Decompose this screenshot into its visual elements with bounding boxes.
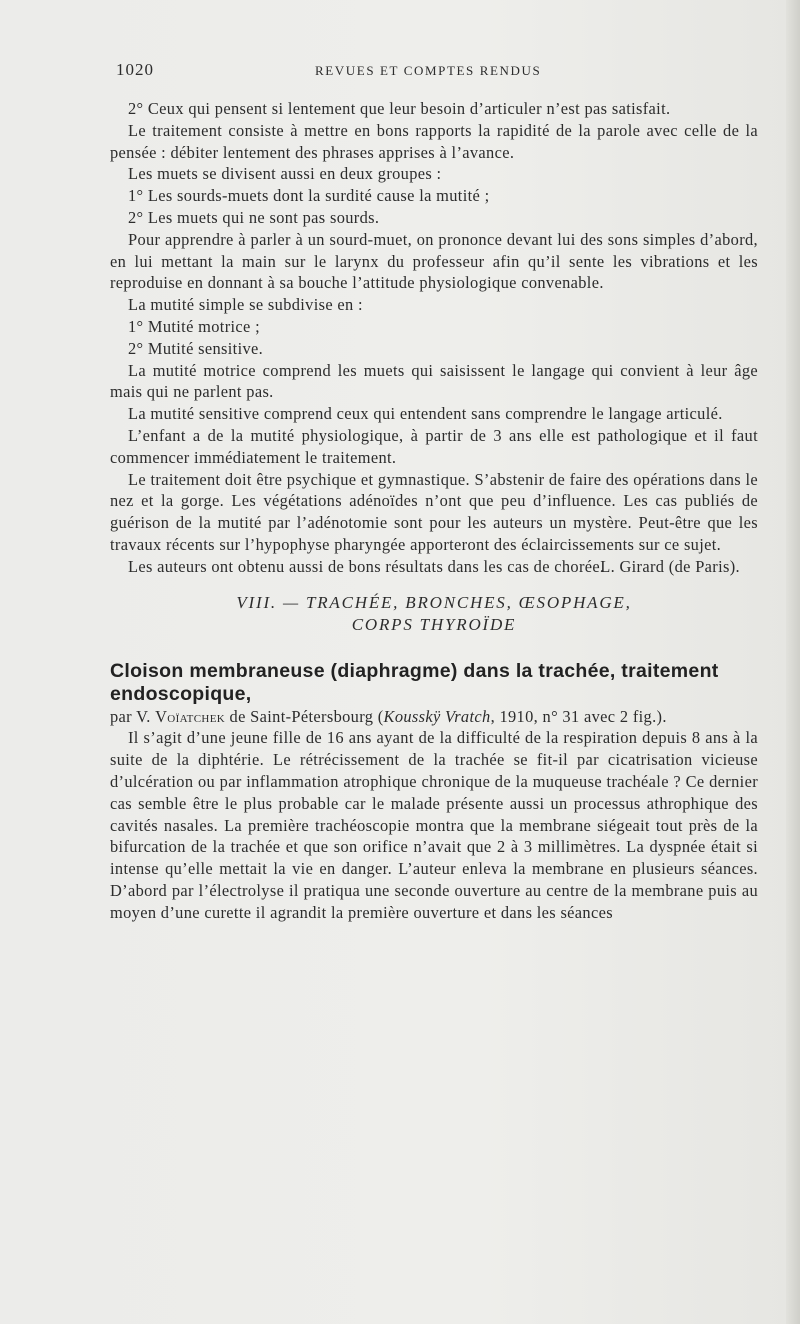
paragraph-mutite-motrice: La mutité motrice comprend les muets qui saisissent le langage qui convient à leur âge mais qui ne parlent pas.	[110, 360, 758, 402]
byline-prefix: par V.	[110, 706, 156, 726]
article-title: Cloison membraneuse (diaphragme) dans la trachée, traitement endoscopique,	[110, 659, 719, 705]
page-header	[110, 58, 750, 84]
article-body: Il s’agit d’une jeune fille de 16 ans ayant de la difficulté de la respiration depuis 8 ans à la suite de la diphtérie. Le rétrécissement de la trachée se fit-il par cicatrisation vicieuse d’ulcération ou par inflammation atrophique chronique de la muqueuse trachéale ? Ce dernier cas semble être le plus probable car le malade présente aussi un processus athrophique des cavités nasales. La première trachéoscopie montra que la membrane siégeait tout près de la bifurcation de la trachée et que son orifice n’avait que 2 à 3 millimètres. La dyspnée était si intense qu’elle mettait la vie en danger. L’auteur enleva la membrane en plusieurs séances. D’abord par l’électrolyse il pratiqua une seconde ouverture au centre de la membrane puis au moyen d’une curette il agrandit la première ouverture et dans les séances	[110, 728, 758, 922]
paragraph-choree: Les auteurs ont obtenu aussi de bons résultats dans les cas de chorée.	[128, 556, 605, 576]
journal-name: Kousskÿ Vratch	[383, 706, 491, 726]
page-number: 1020	[116, 60, 154, 79]
section-heading	[110, 592, 758, 636]
list-item-mutite-motrice: 1° Mutité motrice ;	[128, 316, 261, 336]
byline-location: de Saint-Pétersbourg (	[225, 706, 384, 726]
paragraph-mutite-physiologique: L’enfant a de la mutité physiologique, à partir de 3 ans elle est pathologique et il faut commencer immédiatement le traitement.	[110, 425, 758, 467]
list-item-sourds-muets: 1° Les sourds-muets dont la surdité cause la mutité ;	[128, 186, 490, 206]
paragraph-traitement-parole: Le traitement consiste à mettre en bons rapports la rapidité de la parole avec celle de la pensée : débiter lentement des phrases apprises à l’avance.	[110, 120, 758, 162]
paragraph-mutite-simple: La mutité simple se subdivise en :	[128, 295, 363, 315]
article-author: Voïatchek	[155, 706, 226, 726]
page-text	[110, 98, 758, 924]
paragraph-ceux-qui-pensent: 2° Ceux qui pensent si lentement que leur besoin d’articuler n’est pas satisfait.	[128, 99, 671, 118]
section-heading-line-1: VIII. — TRACHÉE, BRONCHES, ŒSOPHAGE,	[236, 592, 632, 612]
paragraph-muets-groupes: Les muets se divisent aussi en deux groupes :	[128, 164, 442, 184]
section-heading-line-2: CORPS THYROÏDE	[351, 614, 517, 634]
page-edge-shadow	[786, 0, 800, 1324]
paragraph-apprendre-parler: Pour apprendre à parler à un sourd-muet, on prononce devant lui des sons simples d’abord, en lui mettant la main sur le larynx du professeur afin qu’il sente les vibrations et les reproduise en donnant à sa bouche l’attitude physiologique convenable.	[110, 229, 758, 293]
paragraph-traitement-psychique: Le traitement doit être psychique et gymnastique. S’abstenir de faire des opérations dans le nez et la gorge. Les végétations adénoïdes n’ont que peu d’influence. Les cas publiés de guérison de la mutité par l’adénotomie sont pour les auteurs un mystère. Peut-être que les travaux récents sur l’hypophyse pharyngée apporteront des éclaircissements sur ce sujet.	[110, 469, 758, 554]
author-signature: L. Girard (de Paris).	[600, 556, 740, 576]
list-item-muets-non-sourds: 2° Les muets qui ne sont pas sourds.	[128, 207, 380, 227]
article-byline	[110, 706, 758, 728]
byline-citation: , 1910, n° 31 avec 2 fig.).	[490, 706, 667, 726]
paragraph-mutite-sensitive: La mutité sensitive comprend ceux qui entendent sans comprendre le langage articulé.	[128, 404, 723, 424]
list-item-mutite-sensitive: 2° Mutité sensitive.	[128, 338, 264, 358]
running-head: REVUES ET COMPTES RENDUS	[315, 63, 542, 78]
